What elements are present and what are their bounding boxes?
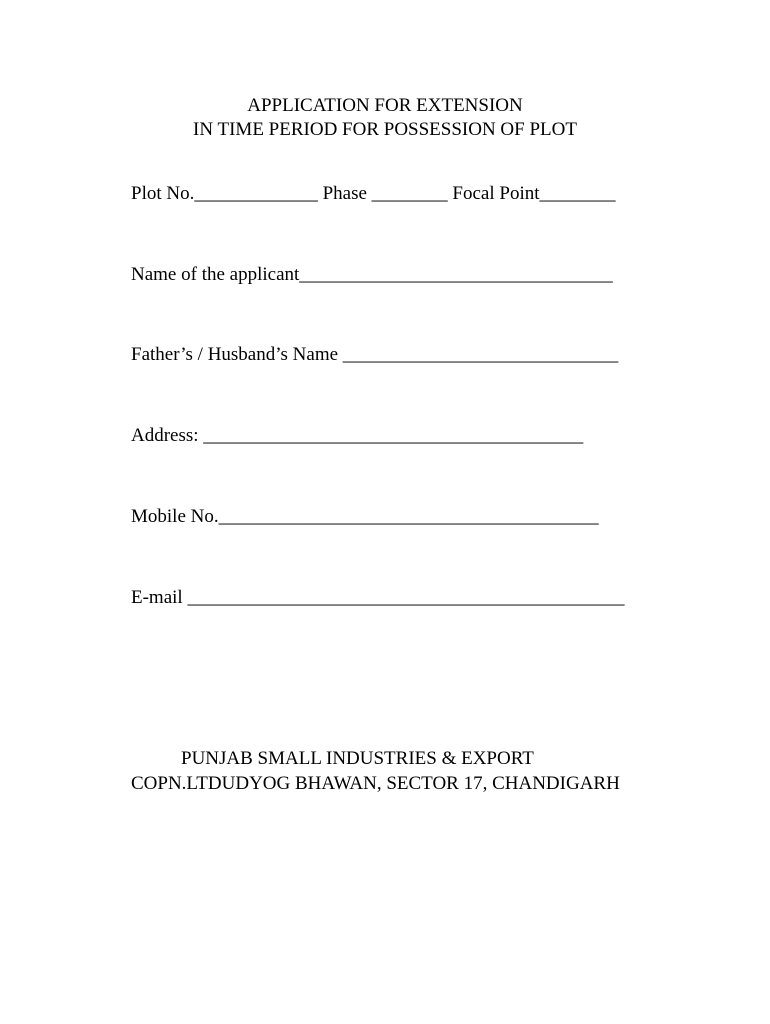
form-title-line-1: APPLICATION FOR EXTENSION <box>247 95 523 116</box>
applicant-name-field: Name of the applicant_________________________________ <box>131 264 613 285</box>
organization-address-line-2: COPN.LTDUDYOG BHAWAN, SECTOR 17, CHANDIGARH <box>131 773 620 794</box>
email-field: E-mail ______________________________________________ <box>131 587 625 608</box>
organization-name-line-1: PUNJAB SMALL INDUSTRIES & EXPORT <box>181 748 534 769</box>
mobile-number-field: Mobile No.________________________________________ <box>131 506 599 527</box>
father-husband-name-field: Father’s / Husband’s Name _____________________________ <box>131 344 619 365</box>
address-field: Address: ________________________________________ <box>131 425 584 446</box>
plot-phase-focal-point-field: Plot No._____________ Phase ________ Focal Point________ <box>131 183 616 204</box>
form-title-line-2: IN TIME PERIOD FOR POSSESSION OF PLOT <box>193 119 577 140</box>
